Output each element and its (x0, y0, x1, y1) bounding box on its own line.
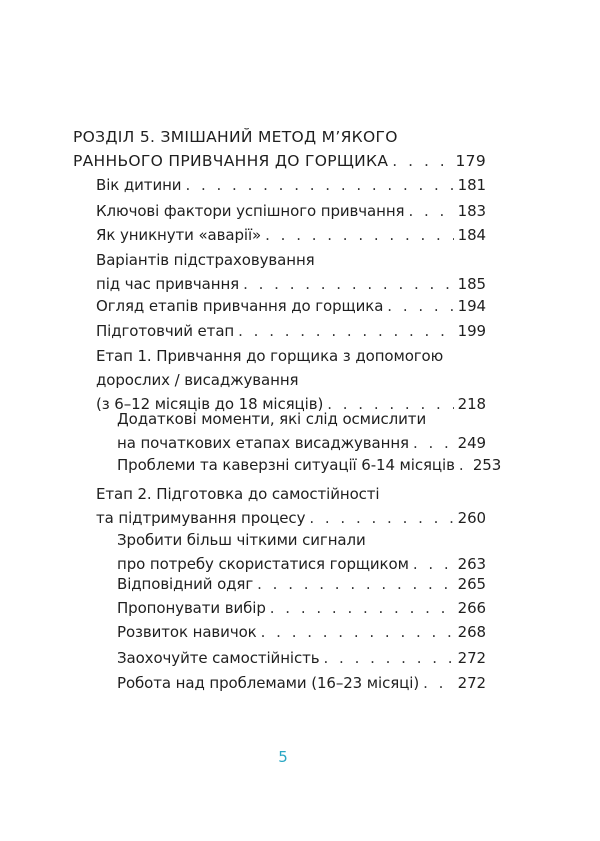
entry-title-line1: Етап 1. Привчання до горщика з допомогою (96, 347, 444, 365)
page-number: 260 (457, 509, 486, 527)
dot-leader (324, 646, 454, 670)
dot-leader (257, 572, 454, 596)
toc-entry[interactable] (117, 528, 486, 576)
entry-title: Як уникнути «аварії» (96, 226, 262, 244)
toc-entry[interactable] (117, 620, 486, 644)
entry-title: та підтримування процесу (96, 509, 306, 527)
toc-entry[interactable] (96, 248, 486, 296)
toc-entry[interactable] (96, 223, 486, 247)
toc-entry[interactable] (96, 344, 486, 416)
page-number: 199 (457, 322, 486, 340)
dot-leader (408, 199, 453, 223)
entry-title-line2: дорослих / висаджування (96, 371, 299, 389)
entry-title: на початкових етапах висаджування (117, 434, 409, 452)
entry-title-line1: Етап 2. Підготовка до самостійності (96, 485, 380, 503)
dot-leader (185, 173, 453, 197)
page-number: 265 (457, 575, 486, 593)
page-number: 268 (457, 623, 486, 641)
page-number: 272 (457, 674, 486, 692)
dot-leader (261, 620, 454, 644)
page-number: 184 (457, 226, 486, 244)
entry-title-line1: Зробити більш чіткими сигнали (117, 531, 366, 549)
page-number: 218 (457, 395, 486, 413)
dot-leader (392, 149, 451, 173)
dot-leader (413, 431, 454, 455)
toc-entry[interactable] (117, 671, 486, 695)
toc-entry[interactable] (96, 482, 486, 530)
page-number: 185 (457, 275, 486, 293)
dot-leader (387, 294, 453, 318)
entry-title: під час привчання (96, 275, 240, 293)
entry-title-line1: Варіантів підстраховування (96, 251, 315, 269)
dot-leader (459, 453, 469, 477)
dot-leader (423, 671, 454, 695)
toc-entry[interactable] (96, 173, 486, 197)
toc-entry[interactable] (117, 596, 486, 620)
dot-leader (309, 506, 453, 530)
page-number: 249 (457, 434, 486, 452)
dot-leader (265, 223, 454, 247)
entry-title: Підготовчий етап (96, 322, 235, 340)
page-number: 266 (457, 599, 486, 617)
toc-entry[interactable] (96, 294, 486, 318)
chapter-title-line2: РАННЬОГО ПРИВЧАННЯ ДО ГОРЩИКА (73, 152, 389, 170)
page-number: 194 (457, 297, 486, 315)
entry-title: про потребу скористатися горщиком (117, 555, 409, 573)
dot-leader (243, 272, 454, 296)
page-number: 263 (457, 555, 486, 573)
toc-entry[interactable] (96, 319, 486, 343)
page-number: 253 (472, 456, 502, 474)
page-number: 183 (457, 202, 486, 220)
entry-title: Робота над проблемами (16–23 місяці) (117, 674, 420, 692)
page-number: 272 (457, 649, 486, 667)
entry-title: Проблеми та каверзні ситуації 6-14 місяців (117, 456, 455, 474)
toc-entry[interactable] (117, 453, 502, 477)
dot-leader (270, 596, 454, 620)
chapter-title-line1: РОЗДІЛ 5. ЗМІШАНИЙ МЕТОД М’ЯКОГО (73, 128, 398, 146)
entry-title: Розвиток навичок (117, 623, 257, 641)
page-footer-number: 5 (278, 748, 288, 766)
entry-title: Пропонувати вибір (117, 599, 266, 617)
entry-title-line1: Додаткові моменти, які слід осмислити (117, 410, 427, 428)
toc-entry[interactable] (117, 646, 486, 670)
entry-title: Ключові фактори успішного привчання (96, 202, 405, 220)
page-number: 179 (455, 152, 486, 170)
toc-entry[interactable] (117, 572, 486, 596)
entry-title: (з 6–12 місяців до 18 місяців) (96, 395, 324, 413)
entry-title: Вік дитини (96, 176, 182, 194)
page-number: 181 (457, 176, 486, 194)
entry-title: Відповідний одяг (117, 575, 254, 593)
toc-entry[interactable] (96, 199, 486, 223)
entry-title: Огляд етапів привчання до горщика (96, 297, 384, 315)
entry-title: Заохочуйте самостійність (117, 649, 320, 667)
chapter-heading[interactable] (73, 125, 486, 173)
toc-entry[interactable] (117, 407, 486, 455)
dot-leader (238, 319, 454, 343)
